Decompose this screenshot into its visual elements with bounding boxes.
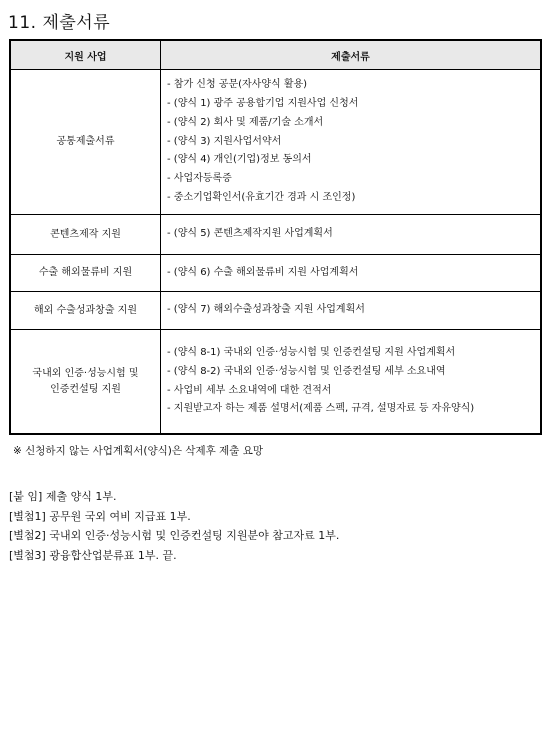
attachment-item: [별첨1] 공무원 국외 여비 지급표 1부. bbox=[9, 509, 191, 523]
list-item: - (양식 2) 회사 및 제품/기술 소개서 bbox=[167, 114, 534, 133]
attachment-item: [붙 임] 제출 양식 1부. bbox=[9, 490, 117, 503]
list-item: - (양식 6) 수출 해외물류비 지원 사업계획서 bbox=[167, 264, 534, 283]
category-export-logistics: 수출 해외물류비 지원 bbox=[11, 255, 161, 292]
table-row bbox=[11, 255, 541, 292]
list-item: - 중소기업확인서(유효기간 경과 시 조인정) bbox=[167, 189, 534, 208]
list-item: - (양식 3) 지원사업서약서 bbox=[167, 133, 534, 152]
items-certification bbox=[161, 330, 541, 434]
table-row bbox=[11, 292, 541, 330]
list-item: - (양식 5) 콘텐츠제작지원 사업계획서 bbox=[167, 225, 534, 244]
note-text: ※ 신청하지 않는 사업계획서(양식)은 삭제후 제출 요망 bbox=[13, 445, 264, 457]
submission-documents-table bbox=[10, 40, 541, 434]
items-content-production bbox=[161, 215, 541, 255]
header-support-program: 지원 사업 bbox=[11, 41, 161, 70]
attachment-item: [별첨3] 광융합산업분류표 1부. 끝. bbox=[9, 548, 177, 562]
table-header-row bbox=[11, 41, 541, 70]
section-title: 11. 제출서류 bbox=[8, 13, 111, 33]
attachment-item: [별첨2] 국내외 인증·성능시험 및 인증컨설팅 지원분야 참고자료 1부. bbox=[9, 529, 340, 542]
list-item: - 사업자등록증 bbox=[167, 170, 534, 189]
attachments-list bbox=[9, 487, 339, 565]
table-row bbox=[11, 330, 541, 434]
list-item: - (양식 1) 광주 공용합기업 지원사업 신청서 bbox=[167, 95, 534, 114]
list-item: - (양식 7) 해외수출성과창출 지원 사업계획서 bbox=[167, 301, 534, 320]
items-overseas-export bbox=[161, 292, 541, 330]
list-item: - 사업비 세부 소요내역에 대한 견적서 bbox=[167, 382, 534, 401]
list-item: - (양식 4) 개인(기업)정보 동의서 bbox=[167, 151, 534, 170]
category-content-production: 콘텐츠제작 지원 bbox=[11, 215, 161, 255]
list-item: - 지원받고자 하는 제품 설명서(제품 스펙, 규격, 설명자료 등 자유양식) bbox=[167, 400, 534, 419]
items-common bbox=[161, 70, 541, 215]
list-item: - 참가 신청 공문(자사양식 활용) bbox=[167, 76, 534, 95]
list-item: - (양식 8-1) 국내외 인증·성능시험 및 인증컨설팅 지원 사업계획서 bbox=[167, 344, 534, 363]
category-overseas-export: 해외 수출성과창출 지원 bbox=[11, 292, 161, 330]
table-row bbox=[11, 70, 541, 215]
list-item: - (양식 8-2) 국내외 인증·성능시험 및 인증컨설팅 세부 소요내역 bbox=[167, 363, 534, 382]
table-row bbox=[11, 215, 541, 255]
category-certification bbox=[11, 330, 161, 434]
header-submission-documents: 제출서류 bbox=[161, 41, 541, 70]
category-line: 국내외 인증·성능시험 및 bbox=[32, 367, 139, 379]
category-common: 공통제출서류 bbox=[11, 70, 161, 215]
items-export-logistics bbox=[161, 255, 541, 292]
category-line: 인증컨설팅 지원 bbox=[50, 383, 121, 395]
